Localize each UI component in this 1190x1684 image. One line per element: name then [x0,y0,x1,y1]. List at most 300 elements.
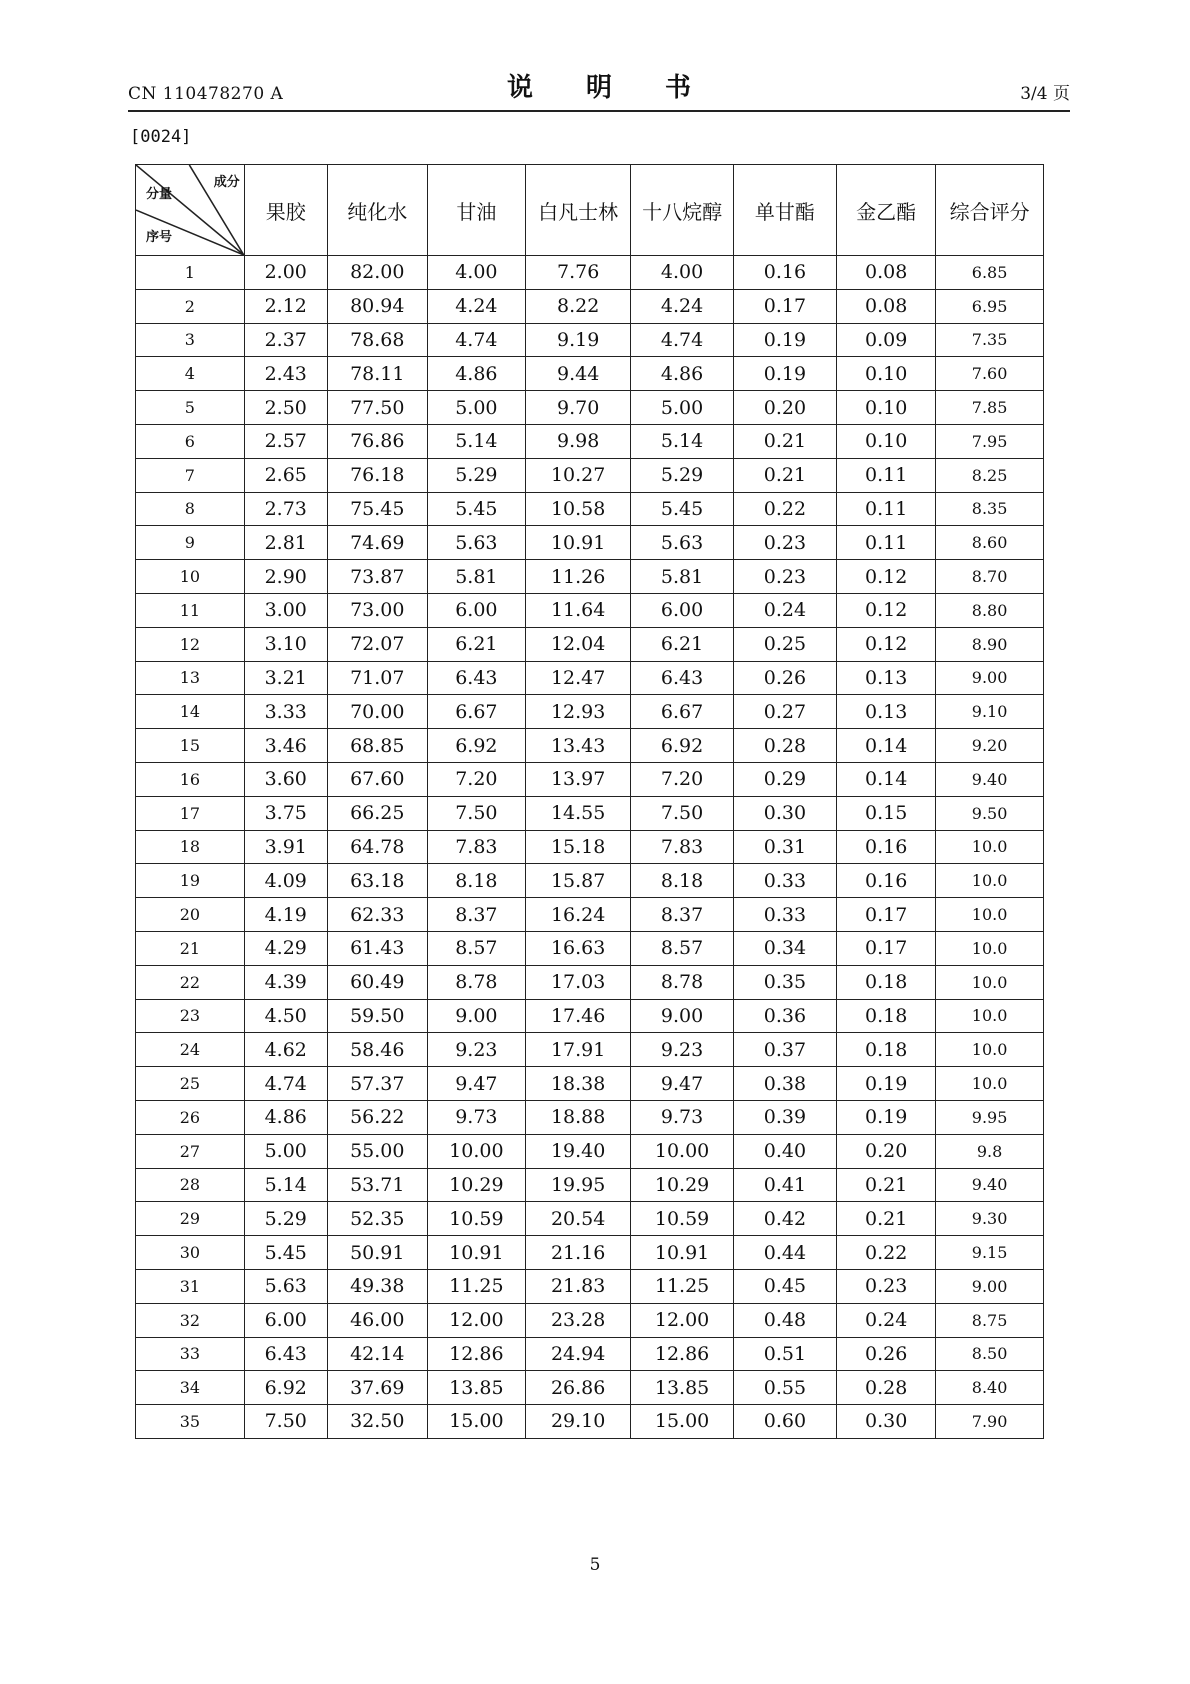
table-cell: 4.74 [427,323,525,357]
table-cell: 17.03 [525,965,631,999]
table-cell: 0.48 [733,1303,836,1337]
score-cell: 10.0 [936,830,1044,864]
row-index-cell: 5 [136,391,245,425]
table-cell: 9.73 [427,1100,525,1134]
table-cell: 4.09 [244,864,327,898]
row-index-cell: 27 [136,1134,245,1168]
row-index-cell: 19 [136,864,245,898]
table-row [136,931,1044,965]
table-row [136,1337,1044,1371]
table-cell: 3.60 [244,762,327,796]
table-cell: 17.91 [525,1033,631,1067]
score-cell: 10.0 [936,1033,1044,1067]
table-row [136,830,1044,864]
table-cell: 0.19 [733,357,836,391]
table-cell: 78.68 [327,323,427,357]
table-row [136,661,1044,695]
table-row [136,695,1044,729]
table-cell: 6.00 [427,593,525,627]
table-cell: 10.29 [631,1168,733,1202]
table-cell: 76.18 [327,458,427,492]
table-row [136,593,1044,627]
table-cell: 4.50 [244,999,327,1033]
table-cell: 59.50 [327,999,427,1033]
table-cell: 9.23 [427,1033,525,1067]
score-cell: 9.20 [936,729,1044,763]
table-cell: 9.19 [525,323,631,357]
table-cell: 2.73 [244,492,327,526]
table-cell: 9.47 [427,1067,525,1101]
table-cell: 6.43 [631,661,733,695]
table-cell: 6.43 [427,661,525,695]
table-cell: 13.85 [631,1371,733,1405]
score-cell: 9.50 [936,796,1044,830]
table-cell: 6.21 [631,627,733,661]
table-cell: 4.86 [631,357,733,391]
table-cell: 0.60 [733,1405,836,1439]
table-cell: 11.25 [427,1269,525,1303]
row-index-cell: 7 [136,458,245,492]
table-row [136,1067,1044,1101]
table-row [136,1168,1044,1202]
table-cell: 10.29 [427,1168,525,1202]
row-index-cell: 10 [136,560,245,594]
table-cell: 6.67 [631,695,733,729]
table-cell: 5.29 [631,458,733,492]
column-header: 甘油 [427,165,525,256]
corner-label-ingredients: 成分 [213,175,240,190]
table-cell: 10.00 [427,1134,525,1168]
table-row [136,289,1044,323]
table-cell: 4.62 [244,1033,327,1067]
formulation-table [135,164,1044,1439]
table-cell: 5.00 [631,391,733,425]
table-cell: 12.86 [631,1337,733,1371]
row-index-cell: 26 [136,1100,245,1134]
table-cell: 0.41 [733,1168,836,1202]
table-cell: 5.14 [631,424,733,458]
paragraph-id: [0024] [130,127,192,147]
column-header: 综合评分 [936,165,1044,256]
table-cell: 0.17 [837,898,936,932]
row-index-cell: 20 [136,898,245,932]
table-cell: 2.43 [244,357,327,391]
table-cell: 9.47 [631,1067,733,1101]
row-index-cell: 18 [136,830,245,864]
table-cell: 6.92 [244,1371,327,1405]
table-cell: 71.07 [327,661,427,695]
table-cell: 56.22 [327,1100,427,1134]
row-index-cell: 23 [136,999,245,1033]
table-cell: 19.40 [525,1134,631,1168]
table-cell: 2.81 [244,526,327,560]
table-cell: 4.74 [244,1067,327,1101]
table-cell: 3.10 [244,627,327,661]
table-cell: 9.44 [525,357,631,391]
table-cell: 0.15 [837,796,936,830]
column-header: 金乙酯 [837,165,936,256]
table-cell: 5.14 [244,1168,327,1202]
table-cell: 8.18 [631,864,733,898]
table-cell: 9.00 [631,999,733,1033]
score-cell: 8.70 [936,560,1044,594]
page-indicator: 3/4 页 [1020,84,1070,104]
table-cell: 0.13 [837,695,936,729]
corner-label-serial: 序号 [146,230,173,245]
table-cell: 6.00 [631,593,733,627]
table-cell: 0.55 [733,1371,836,1405]
table-cell: 6.43 [244,1337,327,1371]
row-index-cell: 14 [136,695,245,729]
table-cell: 8.18 [427,864,525,898]
table-cell: 75.45 [327,492,427,526]
table-cell: 5.81 [631,560,733,594]
score-cell: 8.25 [936,458,1044,492]
table-cell: 4.29 [244,931,327,965]
score-cell: 7.90 [936,1405,1044,1439]
table-cell: 49.38 [327,1269,427,1303]
table-cell: 0.22 [733,492,836,526]
table-cell: 0.23 [733,560,836,594]
table-cell: 24.94 [525,1337,631,1371]
table-cell: 10.91 [631,1236,733,1270]
table-cell: 9.70 [525,391,631,425]
table-cell: 8.37 [631,898,733,932]
table-cell: 0.21 [837,1168,936,1202]
table-cell: 0.16 [837,830,936,864]
table-cell: 5.14 [427,424,525,458]
table-cell: 0.23 [733,526,836,560]
table-row [136,999,1044,1033]
table-cell: 0.17 [837,931,936,965]
row-index-cell: 15 [136,729,245,763]
table-cell: 57.37 [327,1067,427,1101]
table-cell: 2.57 [244,424,327,458]
table-cell: 18.38 [525,1067,631,1101]
score-cell: 7.60 [936,357,1044,391]
table-row [136,391,1044,425]
row-index-cell: 21 [136,931,245,965]
table-cell: 4.24 [427,289,525,323]
table-cell: 78.11 [327,357,427,391]
score-cell: 8.90 [936,627,1044,661]
table-cell: 0.08 [837,289,936,323]
table-cell: 11.26 [525,560,631,594]
table-cell: 2.00 [244,256,327,290]
score-cell: 10.0 [936,898,1044,932]
table-cell: 0.25 [733,627,836,661]
score-cell: 6.95 [936,289,1044,323]
table-cell: 80.94 [327,289,427,323]
table-cell: 4.39 [244,965,327,999]
table-cell: 0.21 [837,1202,936,1236]
table-cell: 64.78 [327,830,427,864]
table-cell: 61.43 [327,931,427,965]
score-cell: 10.0 [936,1067,1044,1101]
table-cell: 4.74 [631,323,733,357]
table-cell: 0.33 [733,864,836,898]
table-row [136,1236,1044,1270]
table-cell: 0.11 [837,492,936,526]
table-cell: 0.12 [837,593,936,627]
table-cell: 73.00 [327,593,427,627]
table-cell: 19.95 [525,1168,631,1202]
table-cell: 0.08 [837,256,936,290]
table-cell: 0.21 [733,458,836,492]
table-cell: 4.00 [427,256,525,290]
document-number: CN 110478270 A [128,84,284,104]
table-cell: 0.51 [733,1337,836,1371]
table-cell: 67.60 [327,762,427,796]
table-cell: 13.43 [525,729,631,763]
table-cell: 4.86 [427,357,525,391]
score-cell: 8.75 [936,1303,1044,1337]
page-header [128,70,1070,112]
table-row [136,323,1044,357]
table-row [136,762,1044,796]
table-cell: 50.91 [327,1236,427,1270]
table-cell: 12.47 [525,661,631,695]
page-number: 5 [589,1555,601,1575]
table-cell: 0.17 [733,289,836,323]
score-cell: 8.40 [936,1371,1044,1405]
table-cell: 10.59 [631,1202,733,1236]
row-index-cell: 30 [136,1236,245,1270]
table-cell: 21.16 [525,1236,631,1270]
table-cell: 5.45 [631,492,733,526]
row-index-cell: 28 [136,1168,245,1202]
table-cell: 5.81 [427,560,525,594]
table-cell: 10.91 [525,526,631,560]
table-cell: 16.24 [525,898,631,932]
table-cell: 5.00 [427,391,525,425]
table-cell: 7.83 [631,830,733,864]
table-row [136,560,1044,594]
table-cell: 13.85 [427,1371,525,1405]
score-cell: 9.8 [936,1134,1044,1168]
row-index-cell: 13 [136,661,245,695]
table-cell: 0.20 [837,1134,936,1168]
table-cell: 0.31 [733,830,836,864]
table-cell: 0.16 [837,864,936,898]
table-cell: 0.28 [733,729,836,763]
table-cell: 26.86 [525,1371,631,1405]
table-cell: 5.45 [427,492,525,526]
column-header: 十八烷醇 [631,165,733,256]
row-index-cell: 6 [136,424,245,458]
table-row [136,1303,1044,1337]
table-cell: 5.00 [244,1134,327,1168]
table-cell: 82.00 [327,256,427,290]
table-cell: 10.91 [427,1236,525,1270]
table-cell: 8.78 [427,965,525,999]
score-cell: 10.0 [936,965,1044,999]
column-header: 单甘酯 [733,165,836,256]
table-cell: 12.93 [525,695,631,729]
table-cell: 5.63 [244,1269,327,1303]
table-cell: 6.67 [427,695,525,729]
table-cell: 0.19 [733,323,836,357]
row-index-cell: 11 [136,593,245,627]
table-cell: 29.10 [525,1405,631,1439]
table-cell: 3.00 [244,593,327,627]
table-cell: 3.75 [244,796,327,830]
table-cell: 0.18 [837,999,936,1033]
table-cell: 8.78 [631,965,733,999]
table-cell: 12.00 [427,1303,525,1337]
table-cell: 7.20 [631,762,733,796]
table-cell: 2.90 [244,560,327,594]
table-cell: 0.22 [837,1236,936,1270]
table-cell: 73.87 [327,560,427,594]
table-cell: 0.26 [837,1337,936,1371]
table-cell: 8.57 [631,931,733,965]
score-cell: 9.00 [936,661,1044,695]
table-cell: 4.19 [244,898,327,932]
table-cell: 9.98 [525,424,631,458]
table-cell: 0.38 [733,1067,836,1101]
table-cell: 15.18 [525,830,631,864]
table-cell: 13.97 [525,762,631,796]
table-cell: 76.86 [327,424,427,458]
table-cell: 0.10 [837,391,936,425]
table-cell: 0.13 [837,661,936,695]
score-cell: 8.50 [936,1337,1044,1371]
table-cell: 0.11 [837,458,936,492]
table-cell: 5.45 [244,1236,327,1270]
score-cell: 6.85 [936,256,1044,290]
table-cell: 0.29 [733,762,836,796]
table-cell: 10.59 [427,1202,525,1236]
table-cell: 2.65 [244,458,327,492]
table-cell: 62.33 [327,898,427,932]
table-row [136,1033,1044,1067]
table-row [136,1371,1044,1405]
table-row [136,1100,1044,1134]
table-cell: 5.29 [244,1202,327,1236]
row-index-cell: 25 [136,1067,245,1101]
table-cell: 9.73 [631,1100,733,1134]
table-cell: 0.40 [733,1134,836,1168]
table-cell: 0.14 [837,762,936,796]
table-cell: 2.12 [244,289,327,323]
table-cell: 7.50 [427,796,525,830]
table-cell: 77.50 [327,391,427,425]
table-cell: 7.50 [244,1405,327,1439]
table-cell: 3.33 [244,695,327,729]
table-cell: 0.18 [837,965,936,999]
table-cell: 3.21 [244,661,327,695]
table-cell: 23.28 [525,1303,631,1337]
row-index-cell: 24 [136,1033,245,1067]
table-cell: 0.34 [733,931,836,965]
score-cell: 10.0 [936,999,1044,1033]
table-cell: 0.30 [733,796,836,830]
table-cell: 37.69 [327,1371,427,1405]
table-cell: 7.76 [525,256,631,290]
table-row [136,729,1044,763]
table-cell: 9.23 [631,1033,733,1067]
score-cell: 7.85 [936,391,1044,425]
score-cell: 9.10 [936,695,1044,729]
table-row [136,1405,1044,1439]
table-cell: 0.45 [733,1269,836,1303]
table-cell: 9.00 [427,999,525,1033]
table-cell: 0.14 [837,729,936,763]
table-cell: 32.50 [327,1405,427,1439]
table-cell: 0.44 [733,1236,836,1270]
table-cell: 68.85 [327,729,427,763]
row-index-cell: 34 [136,1371,245,1405]
table-cell: 0.37 [733,1033,836,1067]
table-cell: 60.49 [327,965,427,999]
score-cell: 8.80 [936,593,1044,627]
score-cell: 10.0 [936,931,1044,965]
row-index-cell: 35 [136,1405,245,1439]
table-cell: 0.35 [733,965,836,999]
table-row [136,1202,1044,1236]
table-cell: 6.21 [427,627,525,661]
corner-label-amount: 分量 [146,187,173,202]
table-cell: 0.33 [733,898,836,932]
table-cell: 15.87 [525,864,631,898]
table-cell: 12.04 [525,627,631,661]
table-cell: 8.37 [427,898,525,932]
table-cell: 11.25 [631,1269,733,1303]
table-row [136,796,1044,830]
table-cell: 0.23 [837,1269,936,1303]
row-index-cell: 9 [136,526,245,560]
column-header: 果胶 [244,165,327,256]
row-index-cell: 3 [136,323,245,357]
table-row [136,424,1044,458]
table-row [136,627,1044,661]
row-index-cell: 8 [136,492,245,526]
table-cell: 63.18 [327,864,427,898]
score-cell: 10.0 [936,864,1044,898]
table-cell: 58.46 [327,1033,427,1067]
score-cell: 9.95 [936,1100,1044,1134]
table-row [136,526,1044,560]
table-cell: 0.19 [837,1100,936,1134]
table-cell: 6.00 [244,1303,327,1337]
table-cell: 7.83 [427,830,525,864]
table-cell: 2.50 [244,391,327,425]
table-row [136,1134,1044,1168]
score-cell: 9.40 [936,1168,1044,1202]
table-row [136,357,1044,391]
document-title: 说 明 书 [506,73,714,103]
row-index-cell: 17 [136,796,245,830]
corner-header-cell [136,165,245,256]
table-cell: 74.69 [327,526,427,560]
table-body [136,256,1044,1439]
table-cell: 0.39 [733,1100,836,1134]
row-index-cell: 2 [136,289,245,323]
table-cell: 12.86 [427,1337,525,1371]
table-cell: 0.42 [733,1202,836,1236]
table-cell: 16.63 [525,931,631,965]
score-cell: 7.95 [936,424,1044,458]
table-cell: 53.71 [327,1168,427,1202]
table-cell: 66.25 [327,796,427,830]
row-index-cell: 4 [136,357,245,391]
table-cell: 10.58 [525,492,631,526]
row-index-cell: 29 [136,1202,245,1236]
row-index-cell: 32 [136,1303,245,1337]
table-cell: 0.26 [733,661,836,695]
score-cell: 9.30 [936,1202,1044,1236]
